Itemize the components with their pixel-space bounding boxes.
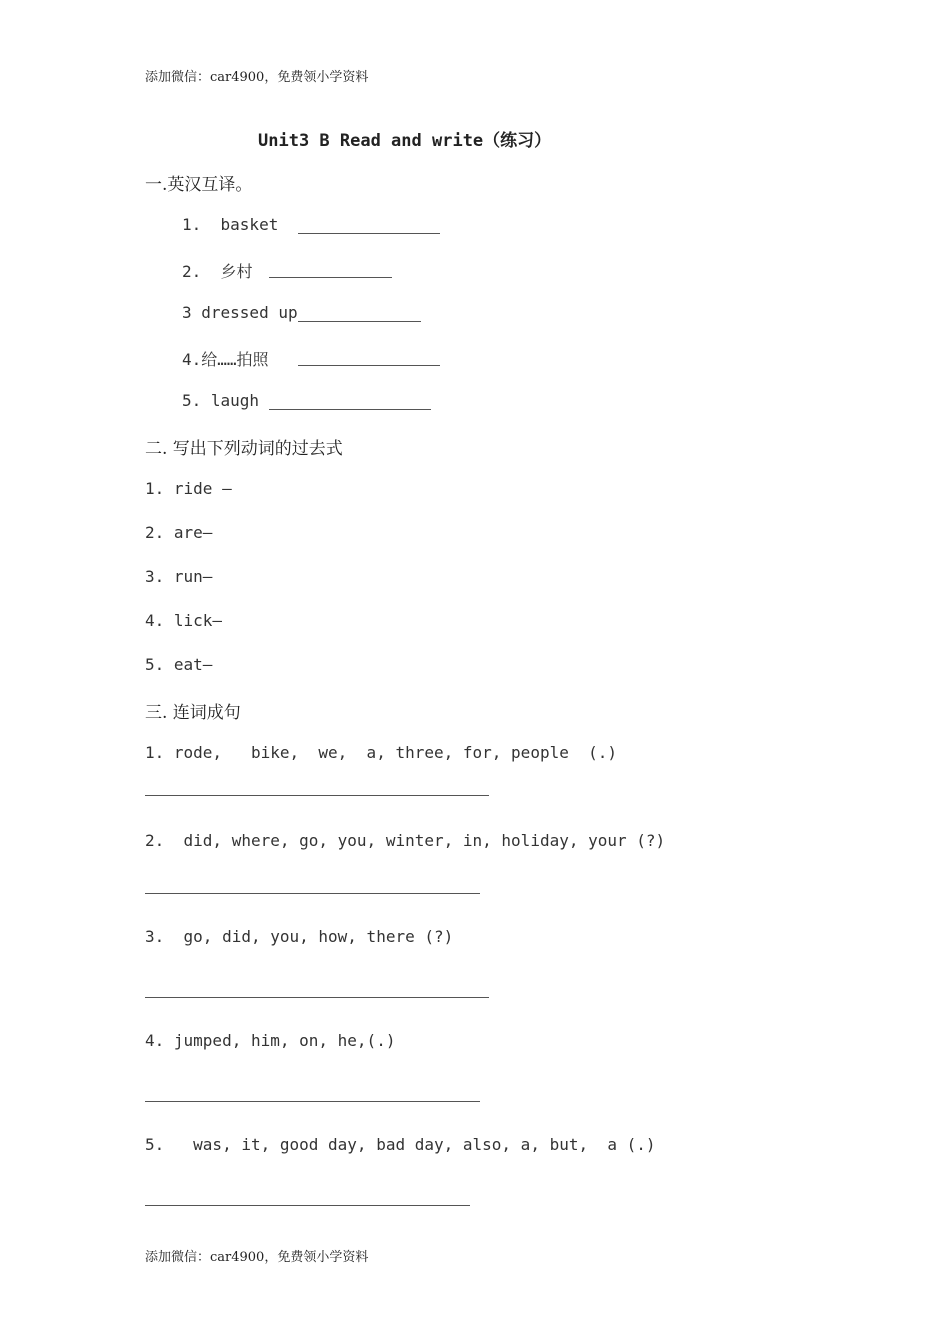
sentence-item-5: 5. was, it, good day, bad day, also, a, but, a (.) xyxy=(145,1135,656,1154)
translate-item-5: 5. laugh xyxy=(182,391,260,410)
past-tense-item-5: 5. eat— xyxy=(145,655,213,674)
answer-line-2 xyxy=(269,277,392,278)
answer-line-4 xyxy=(298,365,440,366)
page-footer: 添加微信：car4900，免费领小学资料 xyxy=(145,1250,369,1265)
answer-line-5 xyxy=(269,409,431,410)
section-1-heading: 一.英汉互译。 xyxy=(145,175,253,195)
sentence-item-1: 1. rode, bike, we, a, three, for, people (.) xyxy=(145,743,618,762)
translate-item-4: 4.给……拍照 xyxy=(182,350,269,369)
sentence-answer-line-5 xyxy=(145,1205,470,1206)
page-header: 添加微信：car4900，免费领小学资料 xyxy=(145,70,369,85)
sentence-answer-line-1 xyxy=(145,795,489,796)
section-2-heading: 二. 写出下列动词的过去式 xyxy=(145,439,343,459)
translate-item-1: 1. basket xyxy=(182,215,279,234)
translate-item-3: 3 dressed up xyxy=(182,303,298,322)
sentence-answer-line-2 xyxy=(145,893,480,894)
sentence-item-2: 2. did, where, go, you, winter, in, holiday, your (?) xyxy=(145,831,666,850)
sentence-answer-line-4 xyxy=(145,1101,480,1102)
past-tense-item-4: 4. lick— xyxy=(145,611,223,630)
answer-line-3 xyxy=(298,321,421,322)
answer-line-1 xyxy=(298,233,440,234)
translate-item-2: 2. 乡村 xyxy=(182,262,253,281)
past-tense-item-3: 3. run— xyxy=(145,567,213,586)
sentence-answer-line-3 xyxy=(145,997,489,998)
sentence-item-4: 4. jumped, him, on, he,(.) xyxy=(145,1031,396,1050)
section-3-heading: 三. 连词成句 xyxy=(145,703,241,723)
sentence-item-3: 3. go, did, you, how, there (?) xyxy=(145,927,454,946)
page-title: Unit3 B Read and write（练习） xyxy=(258,131,552,151)
past-tense-item-1: 1. ride — xyxy=(145,479,232,498)
past-tense-item-2: 2. are— xyxy=(145,523,213,542)
